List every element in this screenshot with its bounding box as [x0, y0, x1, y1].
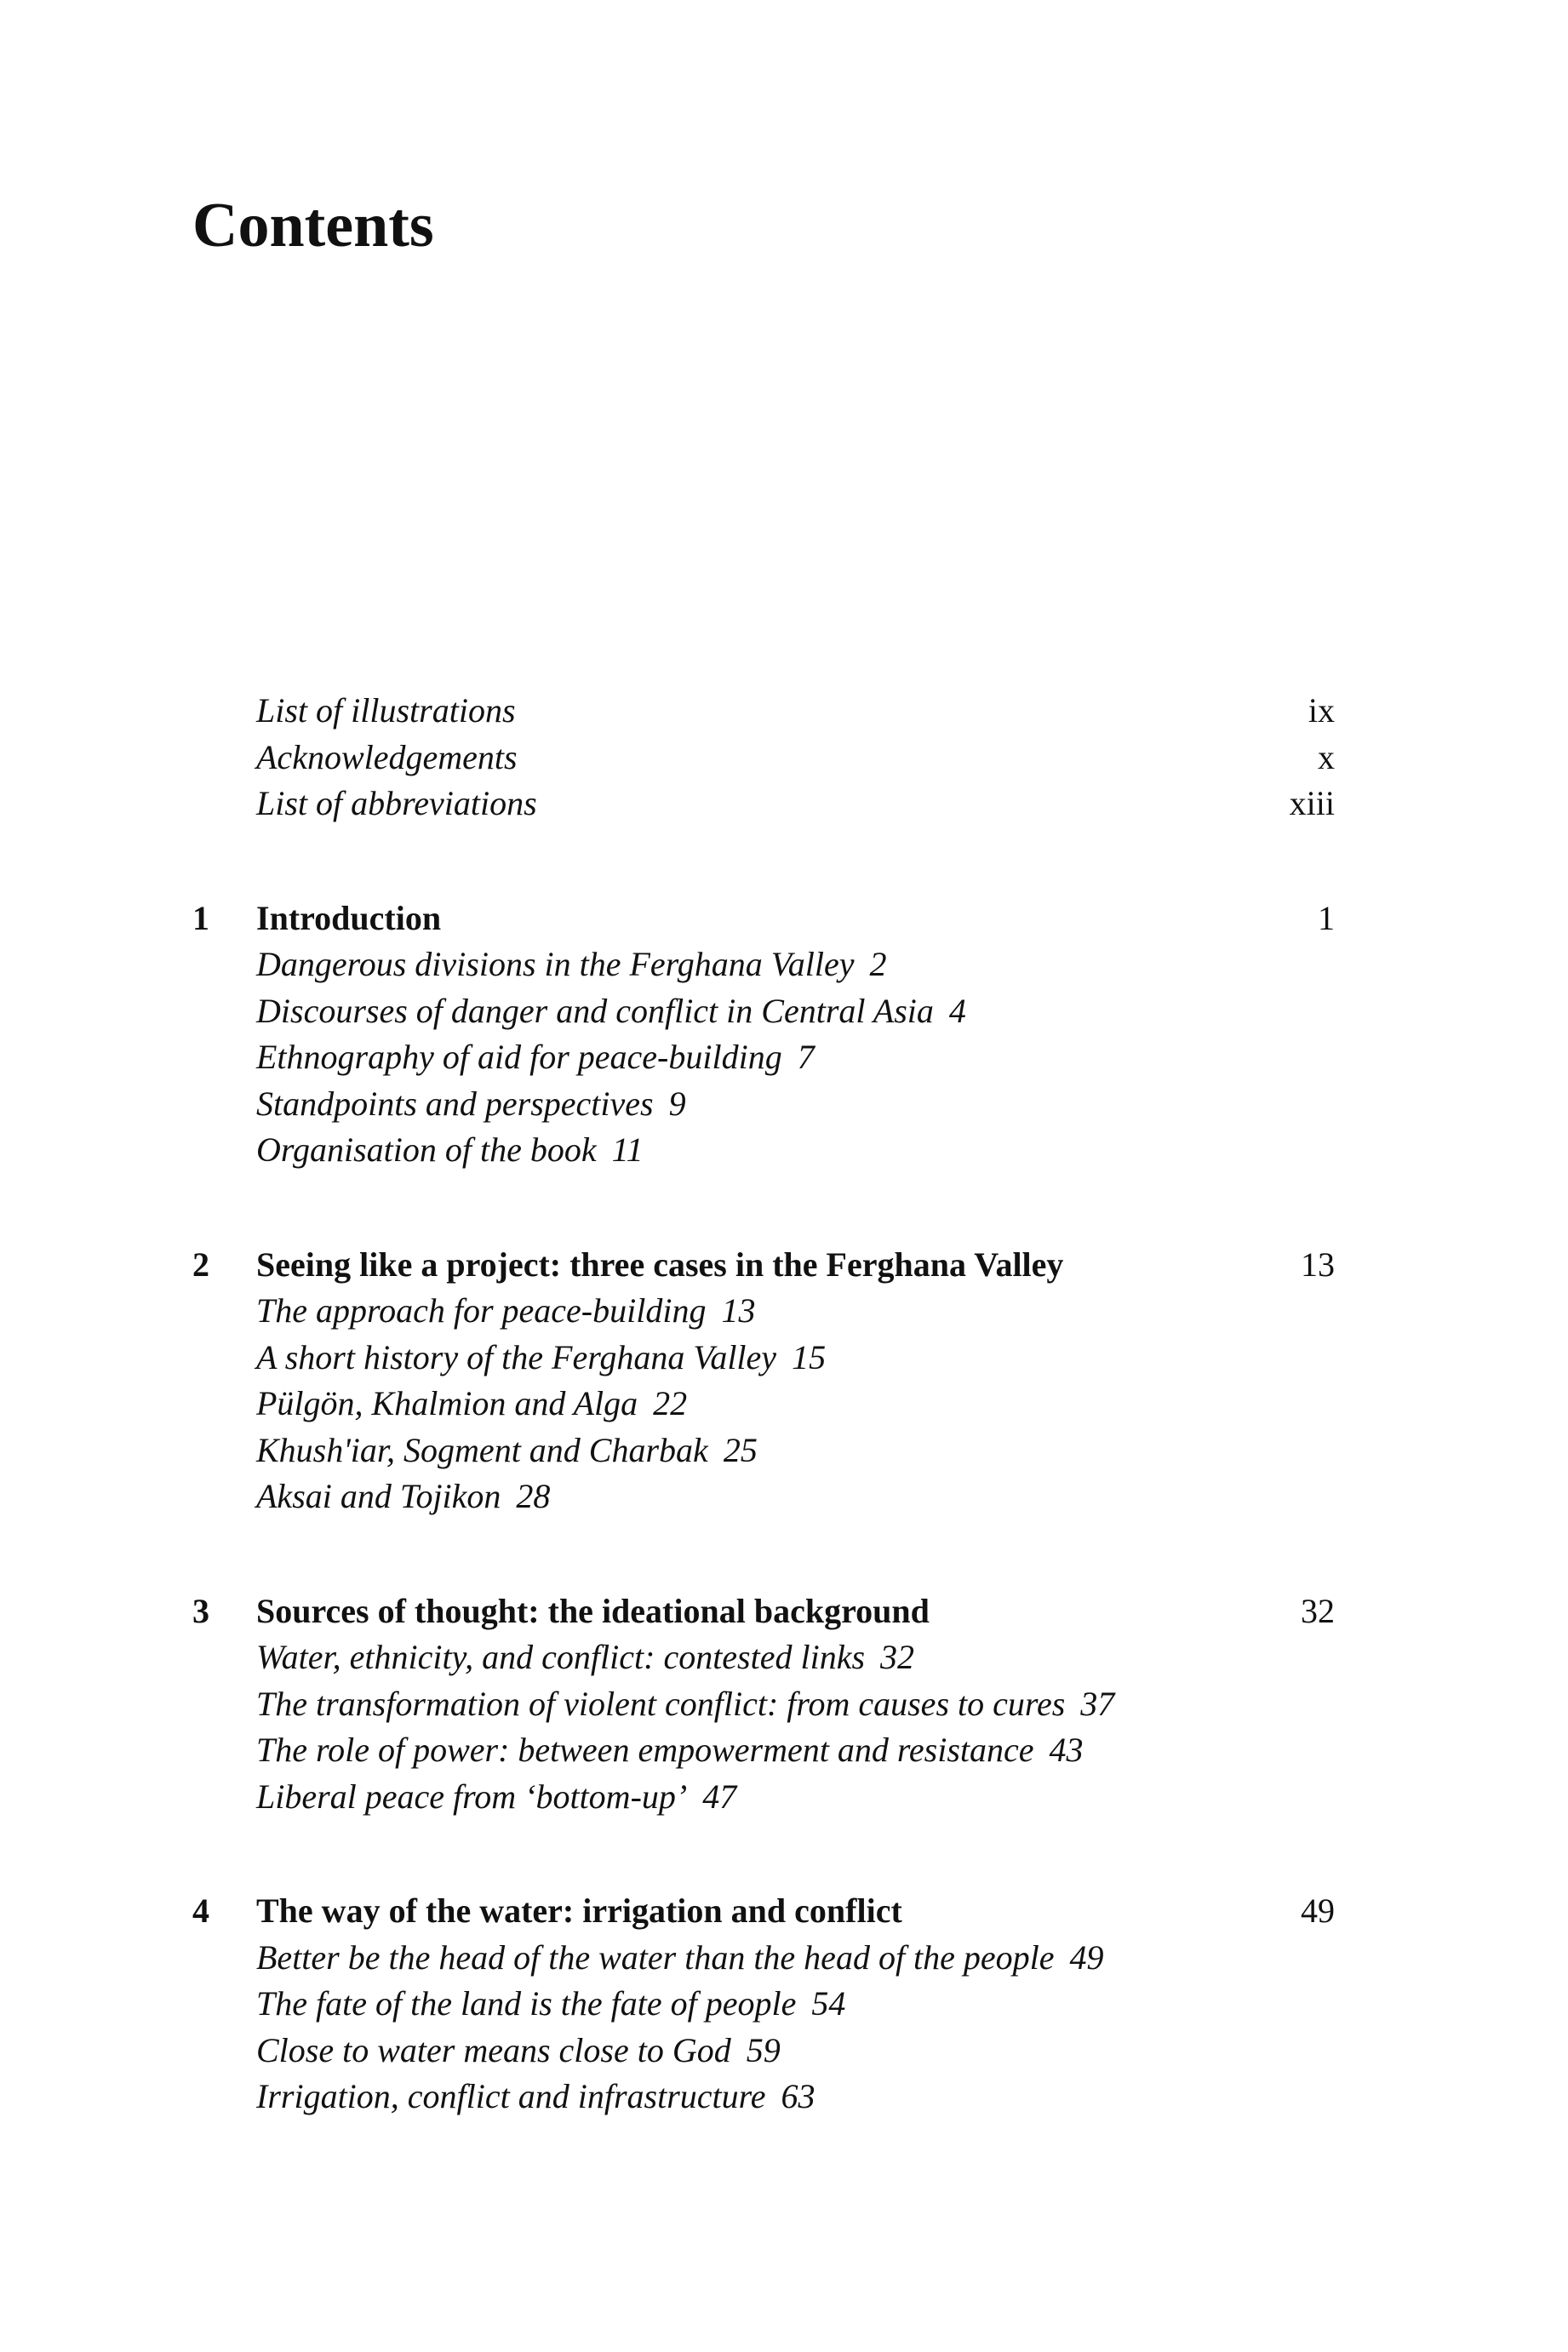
- chapter-page: 13: [1301, 1245, 1335, 1284]
- section-title: Ethnography of aid for peace-building: [256, 1038, 782, 1076]
- section-page: 63: [781, 2077, 815, 2115]
- section-title: Better be the head of the water than the head of the people: [256, 1937, 1055, 1977]
- section-title: Discourses of danger and conflict in Central Asia: [256, 991, 934, 1030]
- section-page: 54: [811, 1984, 846, 2023]
- section-title: Organisation of the book: [256, 1130, 597, 1169]
- chapter-2: [192, 1242, 1335, 1520]
- section-title: Dangerous divisions in the Ferghana Valley: [256, 945, 855, 983]
- section-title: A short history of the Ferghana Valley: [256, 1337, 777, 1376]
- section-entry[interactable]: [192, 1127, 1335, 1174]
- chapter-page: 1: [1318, 898, 1335, 937]
- section-title: The approach for peace-building: [256, 1291, 707, 1330]
- section-title: Standpoints and perspectives: [256, 1084, 654, 1123]
- section-page: 13: [721, 1291, 756, 1330]
- section-entry[interactable]: [192, 1381, 1335, 1428]
- section-entry[interactable]: [192, 1428, 1335, 1474]
- chapter-4: [192, 1888, 1335, 2120]
- section-entry[interactable]: [192, 941, 1335, 988]
- front-matter-page: x: [1318, 737, 1335, 776]
- section-title: Irrigation, conflict and infrastructure: [256, 2077, 766, 2115]
- front-matter-label: List of abbreviations: [256, 784, 537, 822]
- chapter-number: 3: [192, 1591, 209, 1630]
- section-page: 59: [746, 2030, 781, 2069]
- page-title: Contents: [192, 191, 434, 260]
- section-page: 7: [797, 1038, 815, 1076]
- section-entry[interactable]: [192, 1288, 1335, 1335]
- section-page: 25: [723, 1430, 758, 1469]
- section-entry[interactable]: [192, 2028, 1335, 2074]
- section-entry[interactable]: [192, 1034, 1335, 1081]
- section-title: The transformation of violent conflict: from causes to cures: [256, 1684, 1066, 1723]
- section-title: Close to water means close to God: [256, 2030, 731, 2069]
- chapter-number: 1: [192, 898, 209, 937]
- front-matter-item[interactable]: [192, 735, 1335, 781]
- section-entry[interactable]: [192, 1335, 1335, 1382]
- chapter-heading[interactable]: [192, 1588, 1335, 1635]
- front-matter-list: [192, 688, 1335, 827]
- section-title: The role of power: between empowerment and resistance: [256, 1731, 1034, 1769]
- chapter-number: 4: [192, 1891, 209, 1930]
- chapter-title: Sources of thought: the ideational background: [256, 1591, 930, 1630]
- section-page: 28: [516, 1477, 551, 1515]
- table-of-contents: [192, 688, 1335, 2120]
- section-page: 32: [880, 1638, 915, 1676]
- section-entry[interactable]: [192, 988, 1335, 1035]
- front-matter-item[interactable]: [192, 781, 1335, 827]
- chapter-heading[interactable]: [192, 1888, 1335, 1935]
- chapter-title: Introduction: [256, 898, 442, 937]
- front-matter-page: ix: [1308, 691, 1335, 730]
- section-entry[interactable]: [192, 1081, 1335, 1128]
- chapter-1: [192, 896, 1335, 1174]
- section-title: Liberal peace from ‘bottom-up’: [256, 1777, 688, 1816]
- section-page: 11: [611, 1130, 644, 1169]
- section-title: Pülgön, Khalmion and Alga: [256, 1384, 638, 1422]
- section-title: Water, ethnicity, and conflict: contested links: [256, 1638, 866, 1676]
- section-entry[interactable]: [192, 1981, 1335, 2028]
- chapter-heading[interactable]: [192, 1242, 1335, 1289]
- section-page: 49: [1069, 1937, 1104, 1977]
- section-entry[interactable]: [192, 2074, 1335, 2120]
- front-matter-label: List of illustrations: [256, 691, 516, 730]
- section-entry[interactable]: [192, 1774, 1335, 1821]
- section-page: 43: [1049, 1731, 1084, 1769]
- section-entry[interactable]: [192, 1474, 1335, 1520]
- section-page: 2: [869, 945, 887, 983]
- section-title: Khush'iar, Sogment and Charbak: [256, 1430, 708, 1469]
- front-matter-label: Acknowledgements: [256, 737, 518, 776]
- front-matter-item[interactable]: [192, 688, 1335, 735]
- section-entry[interactable]: [192, 1727, 1335, 1774]
- section-entry[interactable]: [192, 1681, 1335, 1728]
- section-page: 4: [948, 991, 966, 1030]
- section-page: 9: [668, 1084, 686, 1123]
- chapter-number: 2: [192, 1245, 209, 1284]
- chapter-title: The way of the water: irrigation and conflict: [256, 1891, 902, 1930]
- section-page: 22: [653, 1384, 688, 1422]
- chapter-title: Seeing like a project: three cases in the Ferghana Valley: [256, 1245, 1064, 1284]
- section-page: 47: [702, 1777, 737, 1816]
- front-matter-page: xiii: [1289, 784, 1335, 822]
- chapter-3: [192, 1588, 1335, 1821]
- chapter-heading[interactable]: [192, 896, 1335, 942]
- section-page: 15: [792, 1337, 827, 1376]
- section-entry[interactable]: [192, 1935, 1335, 1982]
- section-title: The fate of the land is the fate of people: [256, 1984, 797, 2023]
- section-entry[interactable]: [192, 1634, 1335, 1681]
- section-title: Aksai and Tojikon: [256, 1477, 501, 1515]
- section-page: 37: [1080, 1684, 1115, 1723]
- chapter-page: 49: [1301, 1891, 1335, 1930]
- chapter-page: 32: [1301, 1591, 1335, 1630]
